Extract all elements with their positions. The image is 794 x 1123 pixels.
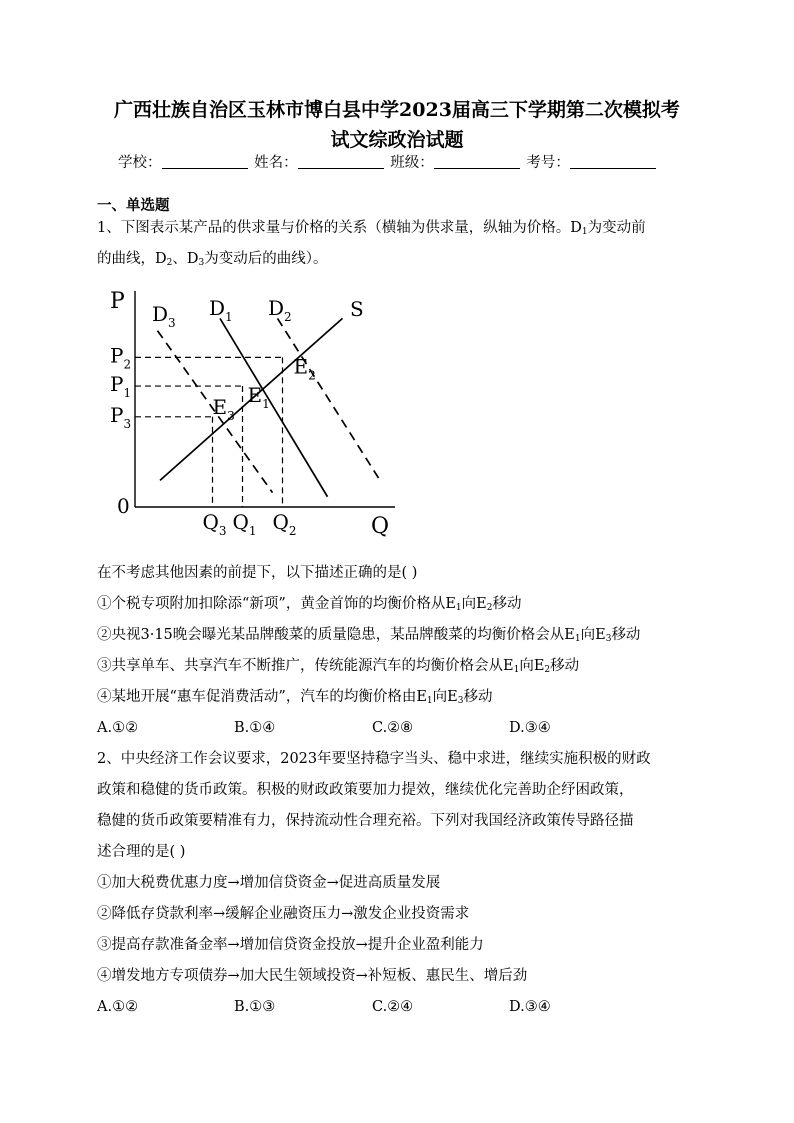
exam-no-label: 考号： <box>526 155 570 171</box>
y-tick-p2: $P_2$ <box>110 343 132 372</box>
curve-d2 <box>278 318 381 480</box>
q1-item-3: ③共享单车、共享汽车不断推广，传统能源汽车的均衡价格会从$E_1$向$E_2$移动 <box>97 658 580 675</box>
q2-item-1: ①加大税费优惠力度→增加信贷资金→促进高质量发展 <box>97 875 441 891</box>
curve-label-s: S <box>350 297 364 321</box>
q2-stem-line4: 述合理的是( ) <box>97 844 186 860</box>
q2-item-3: ③提高存款准备金率→增加信贷资金投放→提升企业盈利能力 <box>97 937 484 953</box>
class-label: 班级： <box>390 155 434 171</box>
x-tick-q1: $Q_1$ <box>232 510 257 538</box>
q1-option-d[interactable]: D.③④ <box>509 720 551 736</box>
x-tick-q3: $Q_3$ <box>202 510 227 538</box>
q1-item-4: ④某地开展“惠车促消费活动”，汽车的均衡价格由$E_1$向$E_3$移动 <box>97 689 493 706</box>
q2-option-b[interactable]: B.①③ <box>234 999 276 1015</box>
name-label: 姓名： <box>254 155 298 171</box>
q1-option-a[interactable]: A.①② <box>97 720 139 736</box>
equilibrium-label-e2: $E_2$ <box>293 354 316 383</box>
name-blank[interactable] <box>298 153 384 169</box>
curve-label-d2: $D_2$ <box>268 296 292 324</box>
q1-stem-line1: 1、下图表示某产品的供求量与价格的关系（横轴为供求量，纵轴为价格。$D_1$为变动前 <box>97 220 646 237</box>
school-blank[interactable] <box>162 153 248 169</box>
q1-item-1: ①个税专项附加扣除添“新项”，黄金首饰的均衡价格从$E_1$向$E_2$移动 <box>97 596 522 613</box>
q1-item-2: ②央视3·15晚会曝光某品牌酸菜的质量隐患，某品牌酸菜的均衡价格会从$E_1$向$E_3$移动 <box>97 627 641 644</box>
q1-option-b[interactable]: B.①④ <box>234 720 276 736</box>
q2-option-c[interactable]: C.②④ <box>372 999 414 1015</box>
q2-stem-line1: 2、中央经济工作会议要求，2023年要坚持稳字当头、稳中求进，继续实施积极的财政 <box>97 751 651 767</box>
q2-item-2: ②降低存贷款利率→缓解企业融资压力→激发企业投资需求 <box>97 906 470 922</box>
y-axis-label: P <box>110 289 125 314</box>
origin-label: 0 <box>117 494 130 518</box>
y-tick-p3: $P_3$ <box>110 402 132 431</box>
x-axis-label: Q <box>371 514 390 539</box>
q2-option-a[interactable]: A.①② <box>97 999 139 1015</box>
x-tick-q2: $Q_2$ <box>272 510 297 538</box>
student-info-row <box>118 152 718 174</box>
exam-title-line2: 试文综政治试题 <box>330 129 464 151</box>
exam-no-blank[interactable] <box>570 153 656 169</box>
q2-item-4: ④增发地方专项债券→加大民生领域投资→补短板、惠民生、增后劲 <box>97 968 528 984</box>
equilibrium-label-e1: $E_1$ <box>247 383 270 412</box>
exam-title-line1: 广西壮族自治区玉林市博白县中学2023届高三下学期第二次模拟考 <box>114 99 680 121</box>
q2-stem-line2: 政策和稳健的货币政策。积极的财政政策要加力提效，继续优化完善助企纾困政策， <box>97 782 634 798</box>
y-tick-p1: $P_1$ <box>110 372 132 401</box>
supply-demand-chart <box>105 283 405 545</box>
q1-option-c[interactable]: C.②⑧ <box>372 720 414 736</box>
curve-label-d3: $D_3$ <box>152 302 176 330</box>
q1-prompt: 在不考虑其他因素的前提下，以下描述正确的是( ) <box>97 565 418 581</box>
equilibrium-label-e3: $E_3$ <box>212 394 235 423</box>
q1-stem-line2: 的曲线，$D_2$、$D_3$为变动后的曲线）。 <box>97 251 328 268</box>
class-blank[interactable] <box>434 153 520 169</box>
q2-option-d[interactable]: D.③④ <box>509 999 551 1015</box>
q2-stem-line3: 稳健的货币政策要精准有力，保持流动性合理充裕。下列对我国经济政策传导路径描 <box>97 813 634 829</box>
section-heading: 一、单选题 <box>97 197 170 214</box>
school-label: 学校： <box>118 155 162 171</box>
curve-label-d1: $D_1$ <box>209 296 233 324</box>
